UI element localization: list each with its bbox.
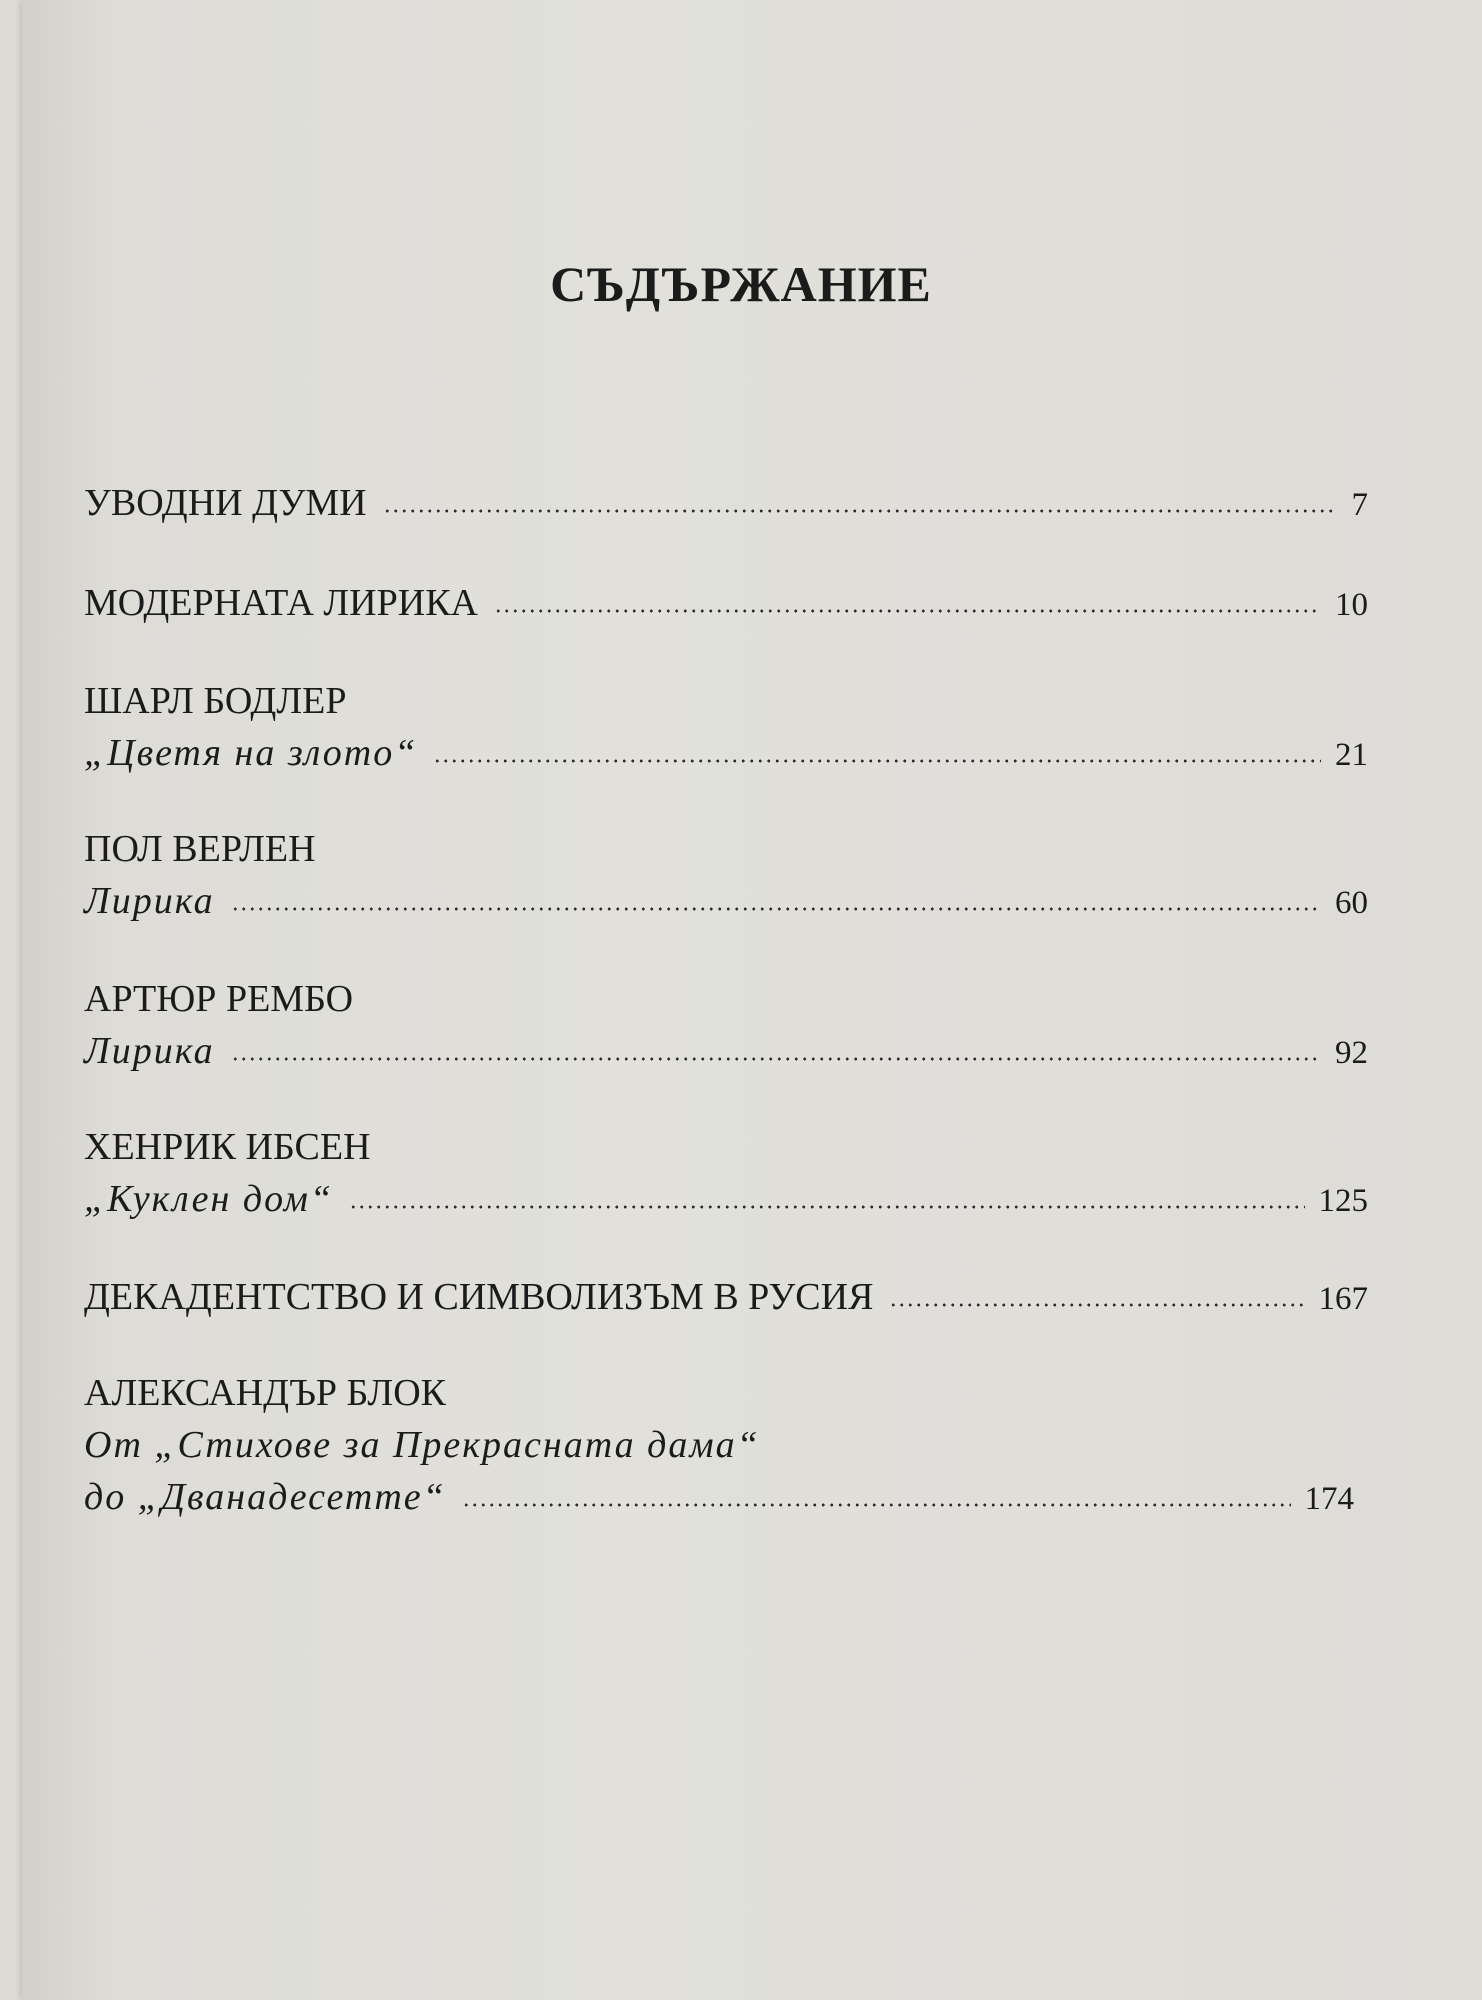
- dot-leader: [494, 609, 1321, 613]
- dot-leader: [231, 907, 1321, 911]
- toc-page-number: 21: [1335, 737, 1368, 773]
- dot-leader: [433, 759, 1321, 763]
- toc-entry: [84, 980, 1368, 1070]
- toc-entry-row: [84, 734, 1368, 772]
- toc-entry-label: до „Дванадесетте“: [84, 1476, 446, 1518]
- toc-entry-row: [84, 584, 1368, 622]
- toc-entry-row: [84, 1478, 1354, 1516]
- toc-entry-label: Лирика: [84, 1030, 215, 1072]
- toc-author-heading: АРТЮР РЕМБО: [84, 978, 354, 1020]
- toc-entry: [84, 1374, 1354, 1516]
- toc-entry-label: ДЕКАДЕНТСТВО И СИМВОЛИЗЪМ В РУСИЯ: [84, 1276, 874, 1318]
- toc-entry-row: [84, 882, 1368, 920]
- toc-page-number: 10: [1335, 587, 1368, 623]
- toc-author-heading: ШАРЛ БОДЛЕР: [84, 680, 347, 722]
- toc-entry-label: „Куклен дом“: [84, 1178, 334, 1220]
- toc-entry: [84, 484, 1368, 522]
- dot-leader: [889, 1303, 1304, 1307]
- toc-page-number: 167: [1318, 1281, 1368, 1317]
- toc-author-heading: АЛЕКСАНДЪР БЛОК: [84, 1372, 446, 1414]
- toc-page-number: 7: [1351, 487, 1368, 523]
- toc-page-number: 125: [1318, 1183, 1368, 1219]
- toc-entry: [84, 830, 1368, 920]
- toc-author-heading: ХЕНРИК ИБСЕН: [84, 1126, 371, 1168]
- toc-entry-label: УВОДНИ ДУМИ: [84, 482, 367, 524]
- toc-entry: [84, 1128, 1368, 1218]
- dot-leader: [462, 1503, 1291, 1507]
- toc-entry: [84, 682, 1368, 772]
- dot-leader: [231, 1057, 1321, 1061]
- dot-leader: [349, 1205, 1304, 1209]
- toc-entry-label: „Цветя на злото“: [84, 732, 418, 774]
- toc-entry-subtitle: От „Стихове за Прекрасната дама“: [84, 1424, 760, 1466]
- toc-entry-label: МОДЕРНАТА ЛИРИКА: [84, 582, 478, 624]
- page-title: СЪДЪРЖАНИЕ: [550, 256, 932, 312]
- toc-entry-row: [84, 1278, 1368, 1316]
- toc-entry: [84, 584, 1368, 622]
- toc-entry-label: Лирика: [84, 880, 215, 922]
- toc-page-number: 92: [1335, 1035, 1368, 1071]
- toc-author-heading: ПОЛ ВЕРЛЕН: [84, 828, 316, 870]
- toc-page-number: 174: [1304, 1481, 1354, 1517]
- toc-entry-row: [84, 1180, 1368, 1218]
- toc-page-number: 60: [1335, 885, 1368, 921]
- toc-entry-row: [84, 484, 1368, 522]
- toc-entry: [84, 1278, 1368, 1316]
- dot-leader: [383, 509, 1338, 513]
- toc-entry-row: [84, 1032, 1368, 1070]
